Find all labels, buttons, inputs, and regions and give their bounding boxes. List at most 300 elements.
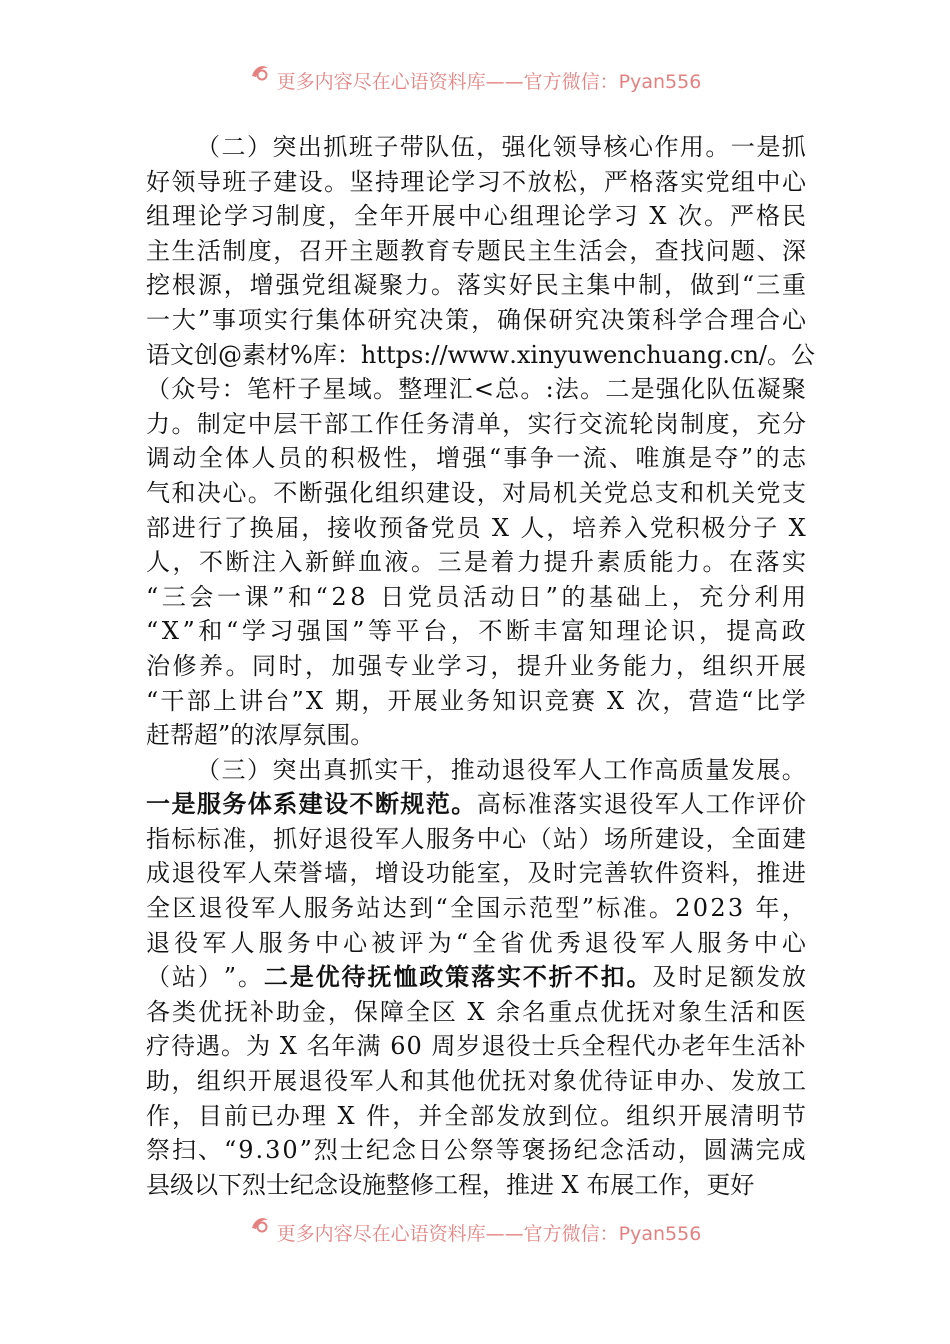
text-char: 会	[189, 582, 214, 611]
text-char: 理	[423, 375, 448, 404]
text-char: 人	[669, 928, 694, 957]
text-char: 三	[437, 548, 462, 577]
text-char: 习	[613, 202, 638, 231]
text-char: 役	[174, 928, 199, 957]
text-char: 库	[312, 340, 337, 369]
text-line	[146, 338, 816, 373]
text-char: 理	[730, 305, 755, 334]
text-char: 严	[603, 167, 628, 196]
text-char: 、	[756, 236, 781, 265]
text-char: 入	[278, 548, 303, 577]
text-line	[146, 441, 806, 476]
text-char: 是	[688, 444, 713, 473]
text-char: 策	[445, 305, 470, 334]
text-line	[146, 407, 806, 442]
text-char: 子	[374, 133, 399, 161]
text-char: 士	[266, 1170, 290, 1199]
text-char: 范	[528, 894, 553, 923]
text-char: 3	[265, 1136, 281, 1165]
text-line	[146, 1133, 806, 1168]
text-char: 部	[324, 409, 349, 438]
text-char: 液	[384, 548, 409, 577]
text-char: 工	[705, 790, 730, 819]
text-char: X	[491, 513, 509, 542]
text-char: ，	[502, 859, 527, 888]
text-char: 开	[678, 1101, 703, 1130]
text-char: 主	[349, 236, 374, 265]
text-char: 军	[641, 928, 666, 957]
text-char: 导	[196, 167, 221, 196]
text-char: 时	[278, 651, 303, 680]
text-char: 提	[726, 617, 751, 646]
text-char: ”	[581, 894, 594, 923]
text-char: 代	[631, 1032, 656, 1061]
text-char: 展	[756, 755, 781, 784]
text-char	[298, 1029, 306, 1064]
text-char: 生	[704, 997, 729, 1026]
text-char: %	[290, 340, 313, 369]
text-char: 区	[172, 894, 197, 923]
text-char: 建	[781, 824, 806, 853]
text-line	[146, 649, 806, 684]
text-char: 退	[481, 1032, 506, 1061]
text-char: 行	[289, 305, 314, 334]
text-char: 识	[671, 617, 696, 646]
text-char: 断	[298, 478, 323, 507]
text-char: 开	[387, 686, 412, 715]
text-char: 主	[527, 236, 552, 265]
text-char: 凝	[756, 375, 781, 404]
text-char: 体	[341, 305, 366, 334]
text-char: 指	[146, 824, 170, 853]
text-char: 。	[520, 375, 545, 404]
text-char: 办	[656, 1032, 681, 1061]
text-char: 强	[462, 444, 487, 473]
text-char: 质	[623, 548, 647, 577]
text-char: ：	[221, 375, 246, 404]
text-char: 。	[451, 789, 476, 819]
text-char: 用	[679, 133, 704, 161]
logo-icon	[249, 62, 271, 82]
text-char: 流	[603, 409, 628, 438]
text-char: 持	[374, 167, 399, 196]
text-char: 民	[534, 271, 559, 300]
text-char: 量	[705, 755, 730, 784]
text-char: 标	[196, 824, 221, 853]
text-char: X	[279, 1032, 297, 1061]
text-char: 恤	[393, 962, 418, 992]
text-char	[325, 684, 333, 719]
text-char: 。	[781, 755, 806, 784]
text-line	[146, 995, 806, 1030]
logo-icon	[249, 1214, 271, 1234]
text-char: 。	[372, 375, 397, 404]
text-char: 题	[374, 236, 399, 265]
text-char: /	[431, 340, 440, 369]
text-char: ，	[301, 513, 326, 542]
text-char: 不	[199, 548, 223, 577]
text-char: 重	[548, 997, 573, 1026]
text-char	[511, 511, 519, 546]
text-char: 领	[552, 133, 577, 161]
text-char: 服	[697, 928, 722, 957]
text-char: 助	[146, 1067, 170, 1096]
text-char: 是	[171, 789, 196, 819]
text-char: 组	[146, 202, 170, 231]
text-char: 不	[522, 962, 547, 992]
text-char: 事	[503, 444, 528, 473]
text-char: 等	[495, 1136, 520, 1165]
text-char: 为	[246, 1032, 271, 1061]
text-char: 化	[527, 133, 552, 161]
text-char: 轮	[629, 409, 654, 438]
text-char: 开	[405, 202, 430, 231]
text-char: 。	[237, 963, 262, 992]
text-char: 不	[273, 478, 298, 507]
text-char: n	[691, 340, 707, 369]
text-char: w	[488, 340, 510, 369]
text-char: 理	[400, 167, 425, 196]
text-char: ）	[578, 824, 603, 853]
text-char: w	[582, 340, 604, 369]
text-line	[146, 960, 806, 995]
text-char: 对	[652, 997, 677, 1026]
text-char: 力	[649, 651, 674, 680]
text-char: 老	[681, 1032, 706, 1061]
text-char: 中	[612, 271, 637, 300]
text-char: 科	[652, 305, 677, 334]
text-char: 开	[247, 1067, 272, 1096]
text-char: 节	[781, 1101, 806, 1130]
document-body	[146, 130, 816, 1202]
text-char: 标	[596, 894, 621, 923]
text-char: 军	[222, 859, 247, 888]
text-char: 准	[527, 790, 552, 819]
text-char: 标	[171, 824, 196, 853]
text-char: 抚	[367, 962, 392, 992]
text-char: ，	[676, 651, 700, 680]
text-char: 度	[301, 202, 326, 231]
text-char: 合	[704, 305, 729, 334]
text-char: 和	[755, 997, 780, 1026]
text-char: 成	[781, 1136, 806, 1165]
text-char: ，	[578, 167, 603, 196]
text-char: 确	[496, 305, 521, 334]
text-char: 班	[348, 133, 373, 161]
text-line	[146, 199, 806, 234]
text-char	[779, 511, 787, 546]
text-char: 调	[146, 444, 170, 473]
text-char: “	[435, 894, 448, 923]
text-char: 不	[502, 167, 527, 196]
text-char: 养	[199, 651, 223, 680]
text-char: g	[706, 340, 723, 369]
text-char: 役	[612, 928, 637, 957]
text-char: X	[788, 513, 806, 542]
text-char: 是	[289, 962, 314, 992]
text-char: 。	[702, 548, 727, 577]
text-char: 生	[171, 236, 196, 265]
text-line	[146, 1099, 806, 1134]
text-char: 满	[356, 1032, 381, 1061]
text-char: 活	[462, 582, 487, 611]
text-char: 动	[172, 444, 197, 473]
text-char: 集	[315, 305, 340, 334]
text-char: 三	[161, 582, 186, 611]
text-char: 比	[755, 686, 780, 715]
text-char: 法	[554, 375, 579, 404]
text-char: 军	[654, 790, 679, 819]
text-char: 、	[197, 1136, 222, 1165]
text-line	[146, 476, 806, 511]
text-char: 备	[404, 513, 429, 542]
text-char: p	[395, 340, 411, 369]
text-char: 实	[782, 548, 806, 577]
text-char: 和	[287, 582, 312, 611]
text-char: 制	[196, 409, 221, 438]
text-char: 断	[374, 789, 399, 819]
text-char: ”	[545, 582, 558, 611]
text-char: .	[509, 340, 517, 369]
text-char: 分	[781, 409, 806, 438]
text-char: :	[545, 375, 554, 404]
text-char: 识	[518, 686, 543, 715]
text-char: 建	[273, 167, 298, 196]
text-char: ”	[182, 617, 195, 646]
text-char: 全	[444, 1101, 469, 1130]
text-char: 度	[247, 236, 272, 265]
text-char: 松	[553, 167, 577, 196]
text-char: 满	[729, 1136, 754, 1165]
text-char: 强	[275, 271, 300, 300]
text-char: （	[196, 133, 220, 161]
text-char: 究	[574, 305, 599, 334]
text-char: 墙	[324, 859, 349, 888]
watermark-footer	[0, 1208, 950, 1245]
text-char: 下	[218, 1170, 242, 1199]
text-char: 出	[297, 133, 322, 161]
text-char: 进	[171, 513, 196, 542]
text-char: ，	[731, 409, 756, 438]
text-char: 体	[225, 444, 250, 473]
text-char: 障	[379, 997, 404, 1026]
text-char: 心	[343, 928, 368, 957]
text-char: 不	[349, 789, 374, 819]
text-char: ，	[629, 236, 654, 265]
text-char: 程	[458, 1170, 482, 1199]
text-char: 面	[756, 824, 781, 853]
text-char: 准	[222, 824, 247, 853]
text-char: 施	[362, 1170, 386, 1199]
text-char: 材	[266, 340, 290, 369]
text-char: 等	[368, 617, 392, 646]
text-char: e	[603, 340, 618, 369]
text-char: “	[488, 444, 502, 473]
text-char: 全	[146, 894, 170, 923]
text-char: 活	[196, 236, 221, 265]
text-char: y	[553, 340, 568, 369]
text-char: ”	[352, 617, 365, 646]
text-char: 实	[527, 409, 552, 438]
text-char: 心	[781, 167, 806, 196]
text-char: h	[360, 340, 377, 369]
text-char: 学	[223, 202, 248, 231]
text-char: 织	[729, 651, 753, 680]
text-char: 格	[629, 167, 654, 196]
text-char: 站	[553, 824, 577, 853]
text-char: 申	[654, 1067, 679, 1096]
text-char: 笔	[246, 375, 271, 404]
text-char: 单	[476, 409, 501, 438]
text-char: 修	[172, 651, 197, 680]
text-char: 岗	[654, 409, 679, 438]
text-char: 前	[223, 1101, 248, 1130]
text-char: 根	[171, 271, 196, 300]
text-char: 建	[654, 824, 679, 853]
text-char: ，	[682, 1170, 707, 1199]
text-char: 聚	[379, 271, 404, 300]
text-char: 军	[251, 894, 276, 923]
text-char: 党	[430, 513, 455, 542]
text-char: 。	[324, 167, 349, 196]
text-char: 时	[678, 963, 703, 992]
text-char: 2	[710, 894, 726, 923]
text-char: 交	[578, 409, 603, 438]
text-char: 制	[638, 271, 663, 300]
text-char: 型	[555, 894, 580, 923]
text-char: 织	[222, 1067, 247, 1096]
text-char: 全	[450, 894, 475, 923]
text-char: 支	[654, 478, 679, 507]
text-char: 发	[730, 755, 755, 784]
text-char: t	[376, 340, 386, 369]
text-char: 源	[197, 271, 222, 300]
text-char: 全	[405, 997, 430, 1026]
text-char: 准	[622, 894, 647, 923]
text-char: i	[530, 340, 539, 369]
text-char: 和	[198, 617, 223, 646]
text-char: 台	[265, 686, 290, 715]
text-char: 实	[578, 790, 603, 819]
text-char: 点	[574, 997, 599, 1026]
text-char: 是	[756, 133, 781, 161]
text-char: 三	[221, 755, 246, 784]
text-char: 会	[603, 236, 628, 265]
text-char: 待	[171, 1032, 196, 1061]
text-char: 极	[357, 444, 381, 473]
text-char: 扣	[600, 962, 625, 992]
text-char: 超	[194, 721, 218, 750]
text-char: 专	[451, 236, 476, 265]
text-char: 补	[781, 1032, 806, 1061]
text-char: 论	[197, 202, 222, 231]
text-char: 丰	[533, 617, 558, 646]
text-char: c	[730, 340, 744, 369]
text-char: 题	[731, 236, 756, 265]
text-char: 烈	[313, 1136, 338, 1165]
text-char: 习	[464, 651, 488, 680]
text-char: 人	[520, 513, 545, 542]
text-line	[146, 1029, 806, 1064]
text-char: 务	[286, 928, 311, 957]
text-char: .	[722, 340, 730, 369]
text-char: 务	[725, 928, 750, 957]
text-char: w	[468, 340, 489, 369]
text-char: ，	[502, 409, 527, 438]
text-char: 。	[648, 894, 673, 923]
text-char: ，	[662, 686, 687, 715]
text-char: 政	[781, 617, 806, 646]
text-char: 和	[680, 478, 705, 507]
text-char: 组	[731, 167, 756, 196]
text-char: 论	[643, 617, 668, 646]
text-char: 作	[146, 1101, 170, 1130]
text-char: 放	[522, 1101, 547, 1130]
text-char: 干	[298, 409, 323, 438]
text-char: 扬	[547, 1136, 572, 1165]
text-char: 文	[170, 340, 194, 369]
text-line	[146, 822, 806, 857]
text-char	[423, 1029, 431, 1064]
watermark-text: 更多内容尽在心语资料库——官方微信：Pyan556	[276, 1223, 702, 1245]
text-char: 合	[756, 305, 781, 334]
text-char: 理	[616, 617, 641, 646]
text-char: 念	[599, 1136, 624, 1165]
text-char: 竞	[544, 686, 569, 715]
text-char: 、	[705, 1067, 730, 1096]
text-char: 子	[247, 167, 272, 196]
text-char: 圆	[703, 1136, 728, 1165]
text-char: 民	[781, 202, 806, 231]
text-char: 达	[382, 894, 407, 923]
text-char: 员	[456, 513, 481, 542]
text-char: 。	[705, 133, 730, 161]
text-char: ，	[677, 1136, 702, 1165]
text-char: 褒	[521, 1136, 546, 1165]
text-char: 资	[680, 859, 705, 888]
text-char: 实	[482, 271, 507, 300]
text-char: 岁	[456, 1032, 481, 1061]
text-char: 能	[623, 651, 647, 680]
text-char: u	[661, 340, 678, 369]
text-char: ，	[223, 271, 248, 300]
text-line	[146, 545, 806, 580]
text-char: 问	[705, 236, 730, 265]
text-char: 退	[146, 928, 170, 957]
text-char: 退	[198, 894, 223, 923]
text-char: 动	[651, 1136, 676, 1165]
text-char: 工	[434, 1170, 458, 1199]
text-char: 完	[755, 1136, 780, 1165]
text-char: ”	[218, 721, 231, 750]
text-char: 组	[196, 1067, 221, 1096]
text-char: 织	[652, 1101, 677, 1130]
text-char: 对	[502, 478, 527, 507]
text-char: 子	[753, 513, 778, 542]
text-char: 。	[767, 340, 792, 369]
text-char: 习	[476, 167, 501, 196]
text-char: 成	[146, 859, 170, 888]
text-char: ，	[731, 859, 756, 888]
text-char: 聚	[781, 375, 806, 404]
text-char: 疗	[146, 1032, 170, 1061]
text-line	[146, 372, 806, 407]
text-char: 血	[358, 548, 382, 577]
text-char: 主	[146, 236, 170, 265]
text-char: 心	[222, 478, 247, 507]
text-char: 作	[658, 1170, 683, 1199]
text-char: 到	[715, 271, 740, 300]
